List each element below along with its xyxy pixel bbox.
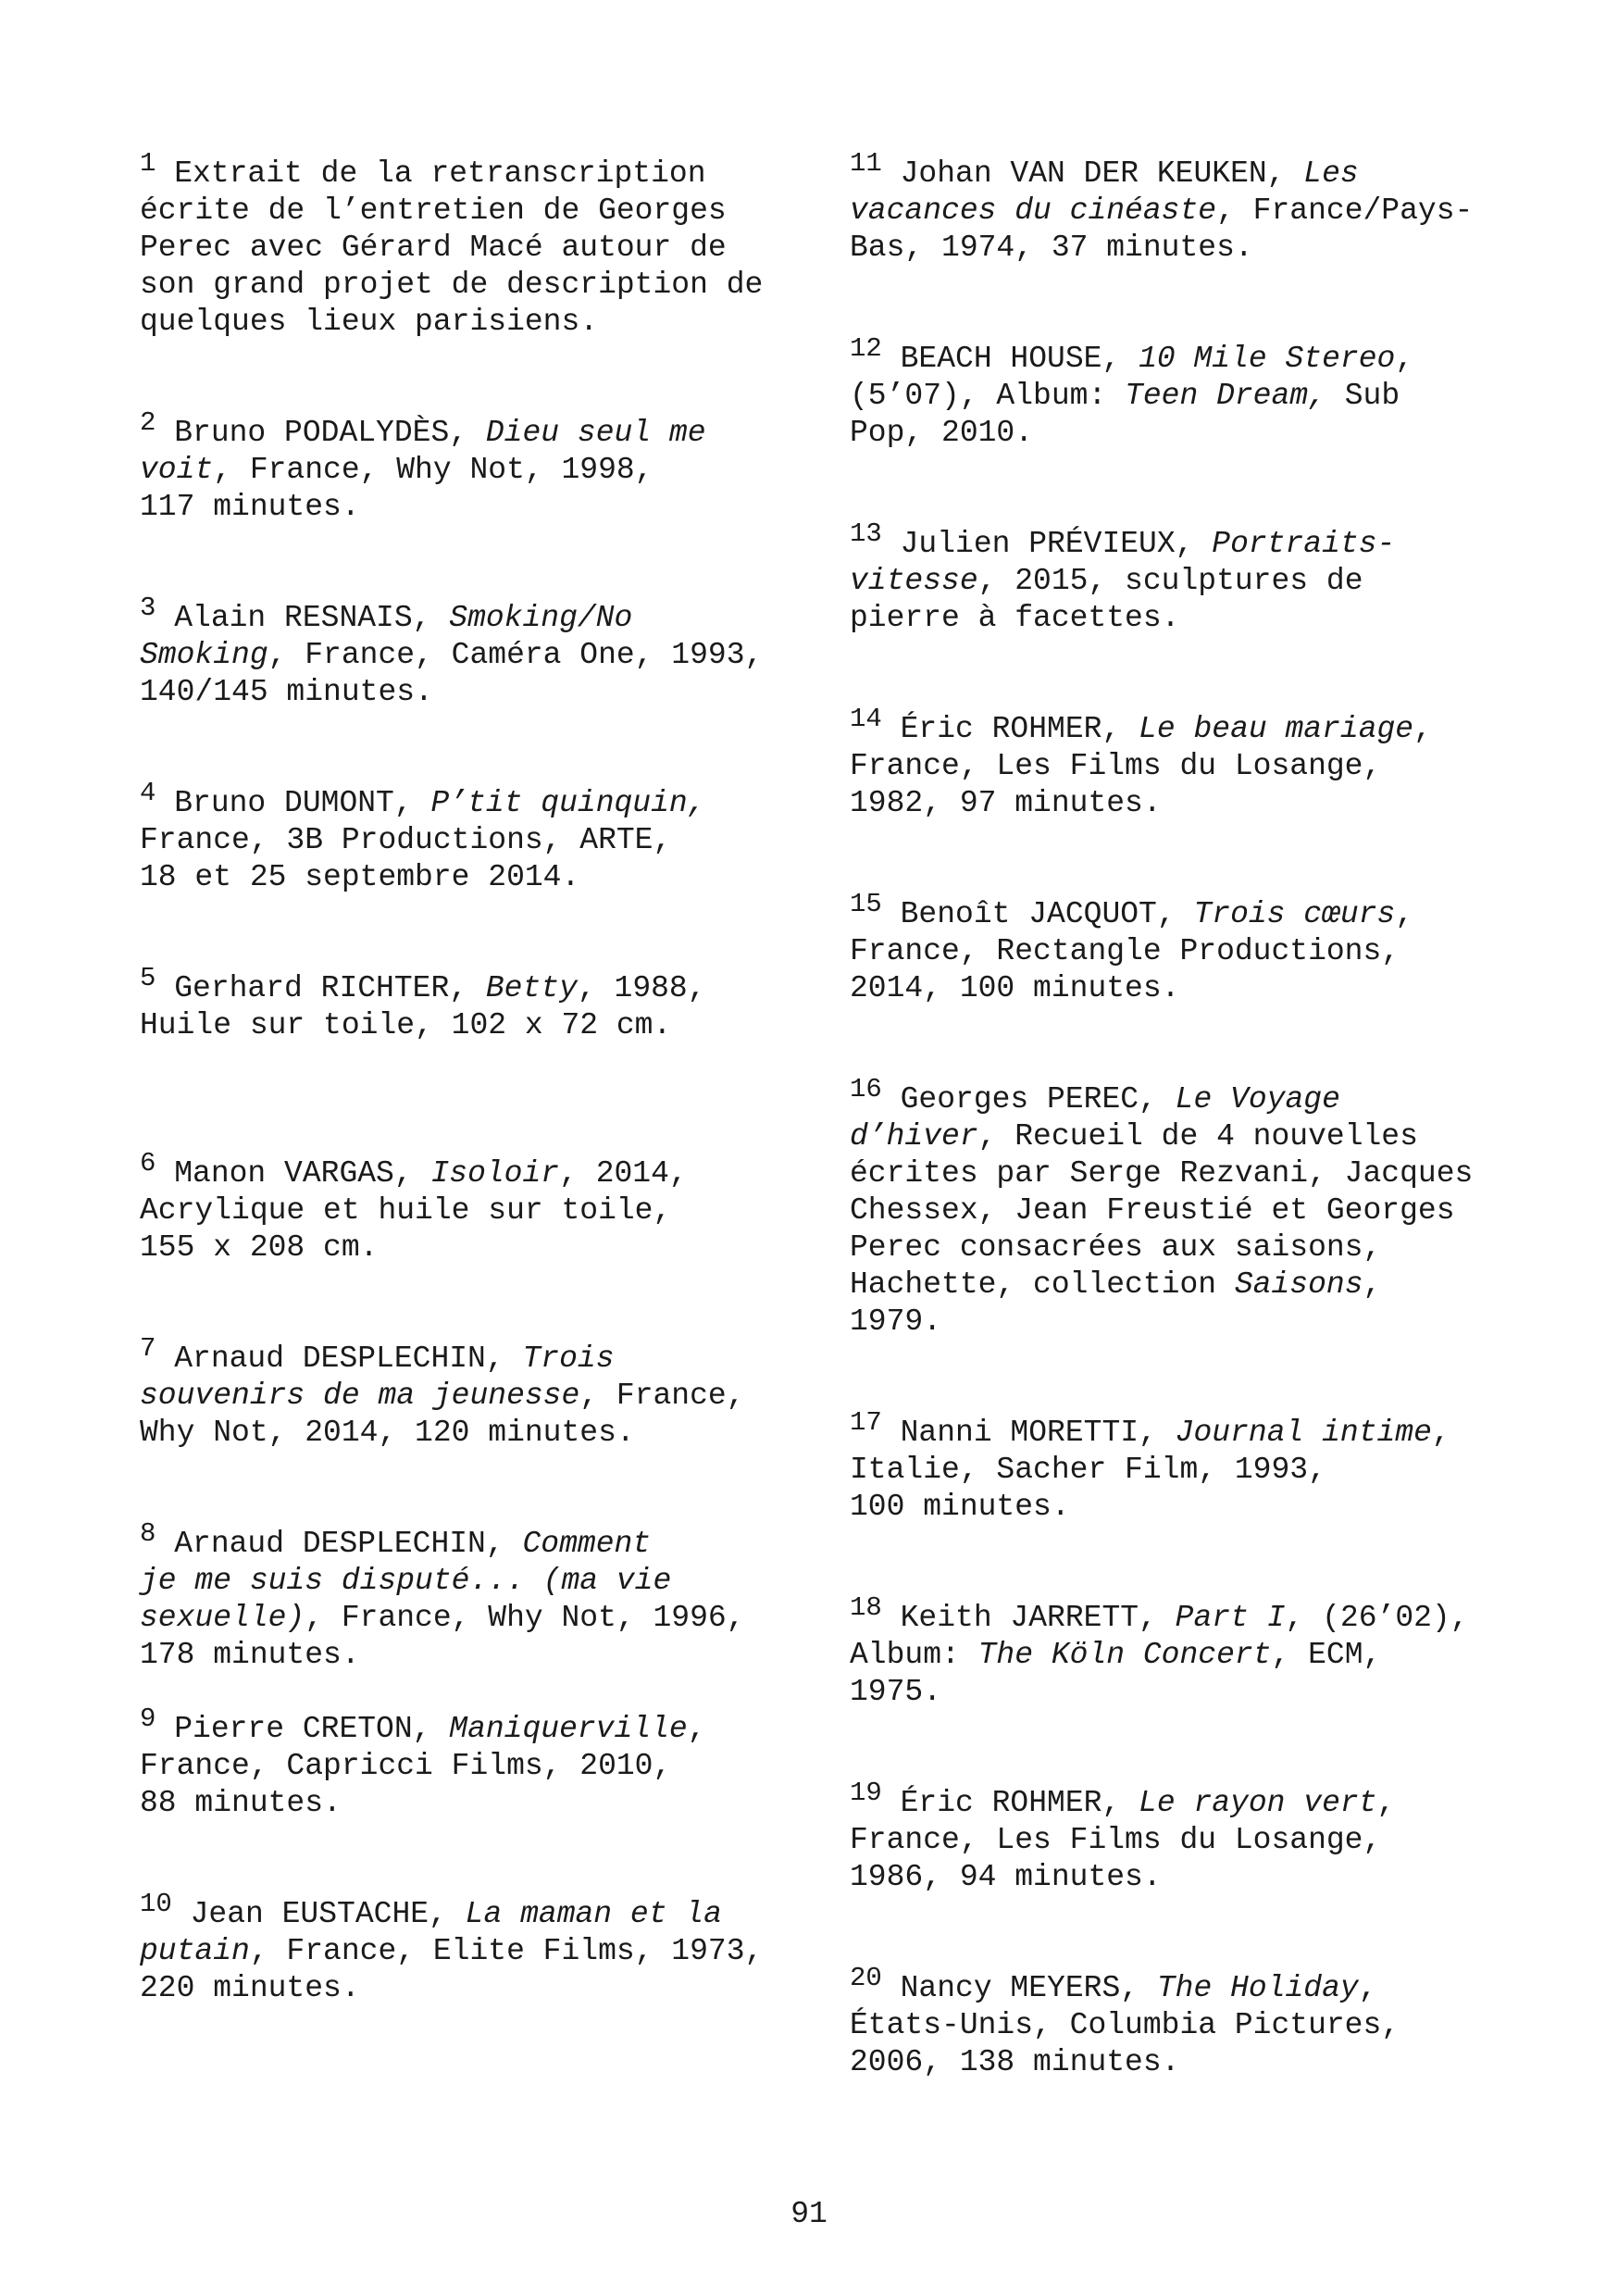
footnote-title-italic: Portraits- vitesse xyxy=(850,527,1396,598)
footnote-title-italic: Comment je me suis disputé... (ma vie sexuelle) xyxy=(140,1527,672,1635)
footnote xyxy=(850,1592,1609,1711)
footnote-text: , France, Capricci Films, 2010, 88 minutes. xyxy=(140,1712,706,1820)
footnote-text: , ECM, 1975. xyxy=(850,1638,1382,1709)
footnote-number: 17 xyxy=(850,1407,882,1438)
footnote-number: 1 xyxy=(140,148,156,179)
footnote-title-italic: Betty xyxy=(485,971,578,1005)
footnote xyxy=(850,333,1609,452)
footnote xyxy=(850,148,1609,267)
footnote-title-italic: 10 Mile Stereo xyxy=(1139,342,1396,376)
footnote-text: Bruno PODALYDÈS, xyxy=(156,416,486,450)
footnote-text: Jean EUSTACHE, xyxy=(171,1897,466,1931)
footnote-number: 5 xyxy=(140,963,156,993)
footnote-title-italic: Le rayon vert xyxy=(1139,1786,1377,1820)
footnote-number: 3 xyxy=(140,593,156,623)
footnote-text: , France, Les Films du Losange, 1982, 97 minutes. xyxy=(850,712,1432,820)
footnote xyxy=(140,1889,899,2007)
footnote-text: Johan VAN DER KEUKEN, xyxy=(881,156,1304,191)
footnote-text: , 2015, sculptures de pierre à facettes. xyxy=(850,564,1363,635)
footnote-title-italic: The Köln Concert xyxy=(977,1638,1272,1672)
footnote-title-italic: Isoloir xyxy=(430,1156,560,1191)
footnote-number: 11 xyxy=(850,148,882,179)
footnote-text: France, 3B Productions, ARTE, 18 et 25 septembre 2014. xyxy=(140,823,672,894)
footnote-text: Pierre CRETON, xyxy=(156,1712,450,1746)
footnote xyxy=(850,518,1609,637)
footnote-title-italic: Journal intime xyxy=(1175,1416,1432,1450)
footnote-title-italic: Trois souvenirs de ma jeunesse xyxy=(140,1341,615,1413)
footnote-text: Nancy MEYERS, xyxy=(881,1971,1157,2005)
footnote xyxy=(850,1074,1609,1341)
footnote-text: , 2014, Acrylique et huile sur toile, 155 x 208 cm. xyxy=(140,1156,688,1265)
footnote-number: 12 xyxy=(850,333,882,364)
footnote xyxy=(140,1333,899,1452)
footnote-text: Éric ROHMER, xyxy=(881,1786,1139,1820)
footnote-text: Bruno DUMONT, xyxy=(156,786,431,820)
footnote-text: , France, Caméra One, 1993, 140/145 minutes. xyxy=(140,638,764,709)
footnote-text: , France/Pays- Bas, 1974, 37 minutes. xyxy=(850,193,1474,265)
footnote-number: 19 xyxy=(850,1778,882,1808)
footnote-title-italic: The Holiday xyxy=(1156,1971,1359,2005)
footnote-text: Arnaud DESPLECHIN, xyxy=(156,1527,523,1561)
footnote xyxy=(140,148,899,341)
footnote-text: , France, Les Films du Losange, 1986, 94 minutes. xyxy=(850,1786,1396,1894)
footnote-text: Julien PRÉVIEUX, xyxy=(881,527,1213,561)
footnote-text: BEACH HOUSE, xyxy=(881,342,1139,376)
footnote-text: Keith JARRETT, xyxy=(881,1601,1176,1635)
footnote-title-italic: Smoking/No Smoking xyxy=(140,601,633,672)
footnote-number: 8 xyxy=(140,1518,156,1549)
footnote-title-italic: Dieu seul me voit xyxy=(140,416,706,487)
footnote-text: , France, Elite Films, 1973, 220 minutes. xyxy=(140,1934,764,2005)
footnote xyxy=(850,1407,1609,1526)
footnote-number: 18 xyxy=(850,1592,882,1623)
footnote xyxy=(140,593,899,711)
footnote-text: , Italie, Sacher Film, 1993, 100 minutes. xyxy=(850,1416,1450,1524)
footnote-title-italic: Saisons xyxy=(1234,1267,1363,1302)
footnote-title-italic: Le beau mariage xyxy=(1139,712,1414,746)
footnote-title-italic: Part I xyxy=(1175,1601,1286,1635)
footnote-title-italic: La maman et la putain xyxy=(140,1897,722,1968)
footnote-number: 14 xyxy=(850,704,882,734)
footnote-text: Nanni MORETTI, xyxy=(881,1416,1176,1450)
footnote xyxy=(850,704,1609,822)
footnote-text: , (5’07), Album: xyxy=(850,342,1414,413)
footnote xyxy=(140,963,899,1044)
footnote-text: , 1979. xyxy=(850,1267,1382,1339)
footnote-number: 2 xyxy=(140,407,156,438)
footnote-text: Éric ROHMER, xyxy=(881,712,1139,746)
footnote-number: 6 xyxy=(140,1148,156,1179)
footnote-text: , États-Unis, Columbia Pictures, 2006, 138 minutes. xyxy=(850,1971,1400,2079)
footnote-text: , Recueil de 4 nouvelles écrites par Serge Rezvani, Jacques Chessex, Jean Freustié et Georges Perec consacrées aux saisons, Hachette, collection xyxy=(850,1119,1474,1302)
footnote xyxy=(140,778,899,896)
footnote xyxy=(140,1148,899,1267)
footnote-text: , France, Why Not, 1998, 117 minutes. xyxy=(140,453,653,524)
footnote xyxy=(850,1778,1609,1896)
footnote-text: Georges PEREC, xyxy=(881,1082,1176,1117)
footnote-text: Benoît JACQUOT, xyxy=(881,897,1194,931)
footnote xyxy=(140,1703,899,1822)
footnote-title-italic: Les vacances du cinéaste xyxy=(850,156,1359,228)
footnote-text: Extrait de la retranscription écrite de l’entretien de Georges Perec avec Gérard Macé autour de son grand projet de description de quelques lieux parisiens. xyxy=(140,156,764,339)
footnote-number: 9 xyxy=(140,1703,156,1734)
footnote-text: , France, Rectangle Productions, 2014, 100 minutes. xyxy=(850,897,1414,1005)
footnote-text: , France, Why Not, 2014, 120 minutes. xyxy=(140,1379,745,1450)
footnote xyxy=(850,1963,1609,2081)
footnote-title-italic: Maniquerville xyxy=(449,1712,688,1746)
footnote-text: , France, Why Not, 1996, 178 minutes. xyxy=(140,1601,745,1672)
footnote-number: 16 xyxy=(850,1074,882,1104)
footnote-number: 13 xyxy=(850,518,882,549)
footnote-text: , 1988, Huile sur toile, 102 x 72 cm. xyxy=(140,971,706,1042)
footnote-text: Arnaud DESPLECHIN, xyxy=(156,1341,523,1376)
footnote-number: 10 xyxy=(140,1889,172,1919)
footnote-number: 7 xyxy=(140,1333,156,1364)
footnote-number: 4 xyxy=(140,778,156,808)
footnote-text: Manon VARGAS, xyxy=(156,1156,431,1191)
footnote-number: 20 xyxy=(850,1963,882,1993)
footnote xyxy=(140,1518,899,1674)
footnote-title-italic: Le Voyage d’hiver xyxy=(850,1082,1340,1154)
footnote xyxy=(850,889,1609,1007)
footnote-title-italic: P’tit quinquin, xyxy=(430,786,706,820)
footnote-title-italic: Trois cœurs xyxy=(1193,897,1396,931)
footnote-text: Sub Pop, 2010. xyxy=(850,379,1400,450)
footnote-text: Alain RESNAIS, xyxy=(156,601,450,635)
footnote xyxy=(140,407,899,526)
footnote-text: , (26’02), Album: xyxy=(850,1601,1469,1672)
footnote-number: 15 xyxy=(850,889,882,919)
footnote-text: Gerhard RICHTER, xyxy=(156,971,486,1005)
footnote-title-italic: Teen Dream, xyxy=(1125,379,1326,413)
page-number: 91 xyxy=(790,2197,828,2231)
